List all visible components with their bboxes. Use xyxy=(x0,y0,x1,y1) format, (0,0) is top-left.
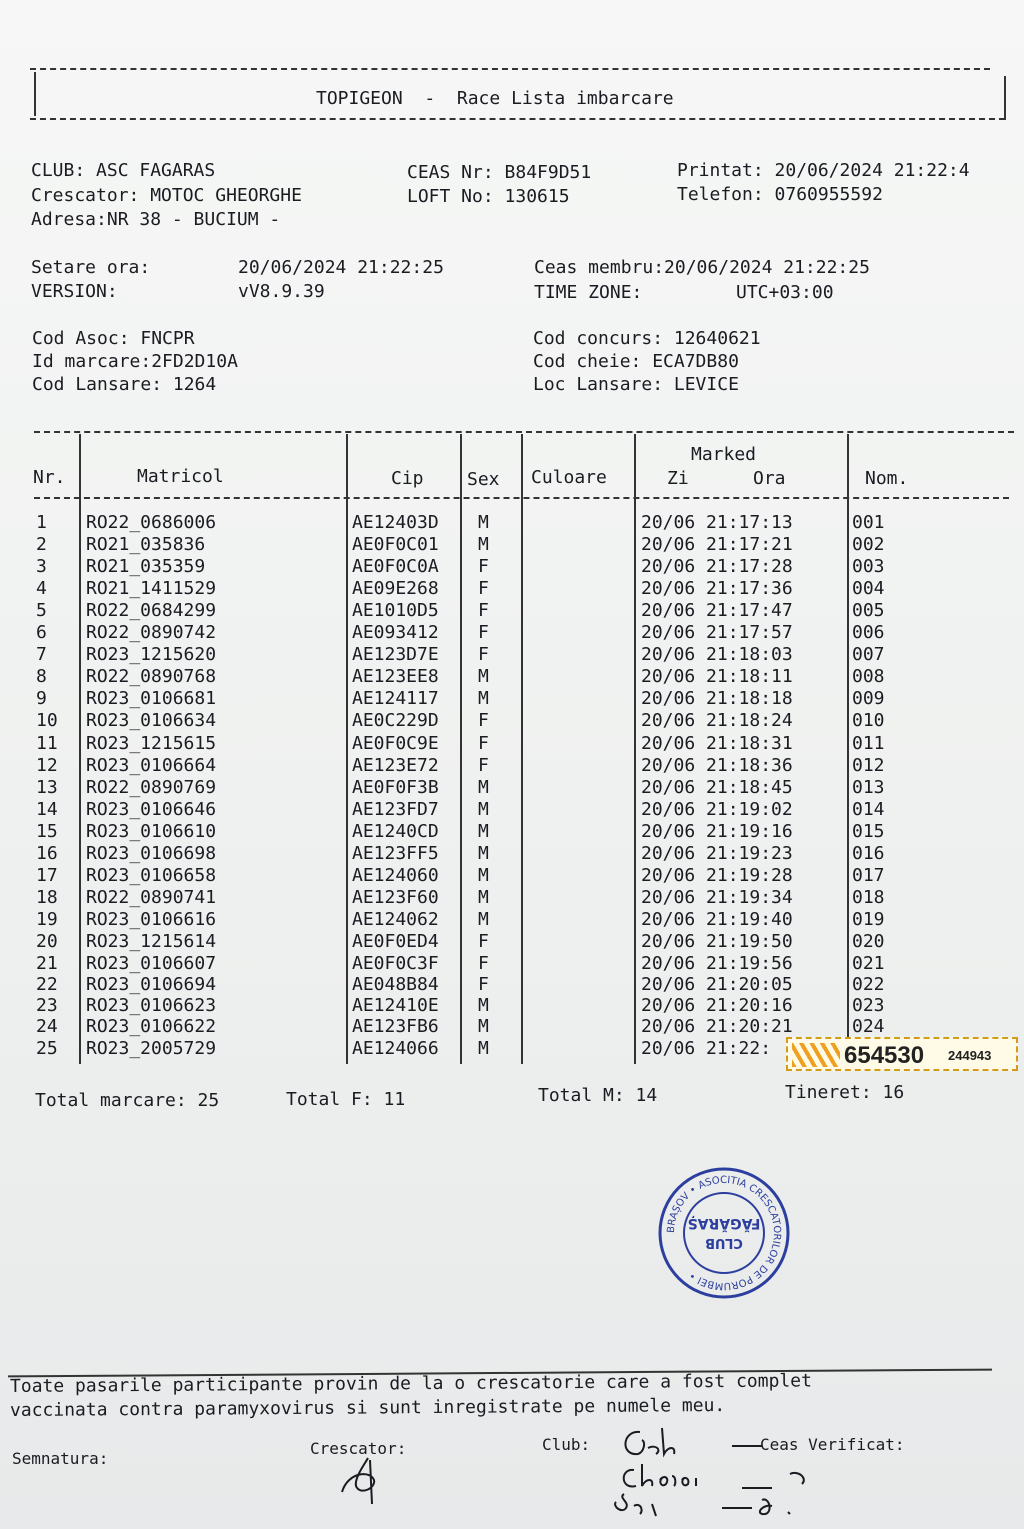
cell-nr: 16 xyxy=(36,842,58,864)
cell-nr: 6 xyxy=(36,622,47,644)
cell-matricol: RO22_0684299 xyxy=(86,600,217,622)
ceas-verificat-label: Ceas Verificat: xyxy=(760,1435,905,1454)
cell-sex: F xyxy=(478,953,489,974)
declaration-line-1: Toate pasarile participante provin de la o crescatorie care a fost complet xyxy=(9,1370,812,1397)
cell-marked: 20/06 21:19:16 xyxy=(641,820,793,842)
cell-marked: 20/06 21:20:21 xyxy=(641,1016,793,1038)
cell-matricol: RO23_0106607 xyxy=(86,953,217,974)
cell-matricol: RO23_0106664 xyxy=(86,754,217,776)
tineret: Tineret: 16 xyxy=(785,1082,905,1103)
total-marcare: Total marcare: 25 xyxy=(35,1090,220,1111)
cell-nr: 13 xyxy=(36,776,58,798)
crescator-signature xyxy=(330,1452,400,1512)
cell-matricol: RO23_0106698 xyxy=(86,842,217,864)
cell-nr: 19 xyxy=(36,908,58,930)
cell-marked: 20/06 21:18:45 xyxy=(641,776,793,798)
cell-marked: 20/06 21:19:56 xyxy=(641,953,793,974)
cell-matricol: RO21_035836 xyxy=(86,534,206,556)
ticket-sticker xyxy=(786,1037,1018,1071)
cell-nr: 18 xyxy=(36,886,58,908)
cell-cip: AE0F0C0A xyxy=(352,556,439,578)
col-header-culoare: Culoare xyxy=(531,467,607,488)
cell-nom: 011 xyxy=(852,732,885,754)
cell-marked: 20/06 21:17:28 xyxy=(641,556,793,578)
cell-sex: M xyxy=(478,886,489,908)
cell-nom: 012 xyxy=(852,754,885,776)
cell-cip: AE0F0C3F xyxy=(352,953,439,974)
cell-marked: 20/06 21:20:05 xyxy=(641,974,793,996)
stamp-inner-ring xyxy=(684,1193,764,1273)
cell-cip: AE12410E xyxy=(352,995,439,1017)
cell-matricol: RO23_1215614 xyxy=(86,930,217,952)
cell-sex: F xyxy=(478,556,489,578)
cell-sex: F xyxy=(478,600,489,622)
cell-matricol: RO23_0106658 xyxy=(86,864,217,886)
cell-sex: M xyxy=(478,798,489,820)
cell-nom: 020 xyxy=(852,930,885,952)
time-zone-label: TIME ZONE: xyxy=(534,282,643,303)
cell-matricol: RO23_0106694 xyxy=(86,974,217,996)
col-sep-5 xyxy=(634,434,636,1064)
cell-sex: F xyxy=(478,754,489,776)
cell-matricol: RO22_0890742 xyxy=(86,622,217,644)
cell-nom: 022 xyxy=(852,974,885,996)
cell-matricol: RO22_0686006 xyxy=(86,512,217,533)
adresa-line: Adresa:NR 38 - BUCIUM - xyxy=(31,209,281,230)
cell-sex: M xyxy=(478,534,489,556)
cell-matricol: RO23_1215620 xyxy=(86,644,217,666)
cell-sex: F xyxy=(478,622,489,644)
title-border-top xyxy=(30,68,990,70)
cell-cip: AE048B84 xyxy=(352,974,439,996)
cell-nom: 007 xyxy=(852,644,885,666)
col-sep-4 xyxy=(521,434,523,1064)
cell-sex: M xyxy=(478,820,489,842)
cell-cip: AE0F0ED4 xyxy=(352,930,439,952)
ticket-stripes xyxy=(792,1043,840,1067)
cell-cip: AE123F60 xyxy=(352,886,439,908)
cell-matricol: RO21_035359 xyxy=(86,556,206,578)
cell-cip: AE09E268 xyxy=(352,578,439,600)
cell-nr: 24 xyxy=(36,1016,58,1038)
cell-nr: 23 xyxy=(36,995,58,1017)
total-f: Total F: 11 xyxy=(286,1089,406,1110)
cell-marked: 20/06 21:18:18 xyxy=(641,688,793,710)
cell-cip: AE124066 xyxy=(352,1037,439,1059)
cell-nr: 21 xyxy=(36,953,58,974)
cell-nr: 14 xyxy=(36,798,58,820)
cell-nom: 009 xyxy=(852,688,885,710)
cell-sex: F xyxy=(478,710,489,732)
cell-cip: AE1010D5 xyxy=(352,600,439,622)
crescator-line: Crescator: MOTOC GHEORGHE xyxy=(31,185,302,206)
cell-sex: M xyxy=(478,995,489,1017)
cell-nom: 013 xyxy=(852,776,885,798)
cell-cip: AE123FD7 xyxy=(352,798,439,820)
cell-nom: 024 xyxy=(852,1016,885,1038)
cell-matricol: RO23_1215615 xyxy=(86,732,217,754)
semnatura-label: Semnatura: xyxy=(12,1449,109,1468)
cell-cip: AE093412 xyxy=(352,622,439,644)
cell-cip: AE0C229D xyxy=(352,710,439,732)
cell-nr: 25 xyxy=(36,1037,58,1059)
cell-marked: 20/06 21:18:11 xyxy=(641,666,793,688)
cell-sex: M xyxy=(478,776,489,798)
col-header-cip: Cip xyxy=(391,468,424,489)
time-zone-value: UTC+03:00 xyxy=(736,282,834,303)
cell-nom: 019 xyxy=(852,908,885,930)
club-stamp xyxy=(656,1165,792,1301)
cod-cheie-line: Cod cheie: ECA7DB80 xyxy=(533,351,739,372)
cell-marked: 20/06 21:18:24 xyxy=(641,710,793,732)
cell-nom: 005 xyxy=(852,600,885,622)
col-header-nom: Nom. xyxy=(865,468,909,489)
cell-cip: AE123EE8 xyxy=(352,666,439,688)
cell-matricol: RO23_0106623 xyxy=(86,995,217,1017)
cell-nom: 008 xyxy=(852,666,885,688)
cell-sex: M xyxy=(478,1016,489,1038)
cell-nr: 15 xyxy=(36,820,58,842)
cell-cip: AE123E72 xyxy=(352,754,439,776)
cell-sex: M xyxy=(478,1037,489,1059)
cell-cip: AE0F0C01 xyxy=(352,534,439,556)
col-header-zi: Zi xyxy=(667,468,689,489)
cell-nr: 8 xyxy=(36,666,47,688)
version-value: vV8.9.39 xyxy=(238,281,325,302)
cell-marked: 20/06 21:19:40 xyxy=(641,908,793,930)
cell-marked: 20/06 21:19:23 xyxy=(641,842,793,864)
cell-marked: 20/06 21:22: xyxy=(641,1037,772,1059)
cell-nom: 014 xyxy=(852,798,885,820)
stamp-ring-text: BRAȘOV • ASOCITIA CRESCATORILOR DE PORUMBEI • xyxy=(665,1174,783,1292)
col-header-matricol: Matricol xyxy=(137,466,224,487)
cell-nom: 017 xyxy=(852,864,885,886)
cell-marked: 20/06 21:17:47 xyxy=(641,600,793,622)
cell-nom: 018 xyxy=(852,886,885,908)
cell-nr: 4 xyxy=(36,578,47,600)
cell-nr: 17 xyxy=(36,864,58,886)
cod-lansare-line: Cod Lansare: 1264 xyxy=(32,374,217,395)
ceas-nr-line: CEAS Nr: B84F9D51 xyxy=(407,162,592,183)
telefon-line: Telefon: 0760955592 xyxy=(677,184,883,205)
cell-sex: M xyxy=(478,666,489,688)
cell-nr: 11 xyxy=(36,732,58,754)
cell-matricol: RO22_0890768 xyxy=(86,666,217,688)
cell-nr: 7 xyxy=(36,644,47,666)
col-header-nr: Nr. xyxy=(33,467,66,488)
cell-matricol: RO23_0106634 xyxy=(86,710,217,732)
cell-cip: AE123D7E xyxy=(352,644,439,666)
cell-sex: F xyxy=(478,644,489,666)
stamp-outer-ring xyxy=(660,1169,788,1297)
cell-marked: 20/06 21:17:36 xyxy=(641,578,793,600)
cell-nr: 2 xyxy=(36,534,47,556)
cell-cip: AE0F0C9E xyxy=(352,732,439,754)
cell-marked: 20/06 21:19:34 xyxy=(641,886,793,908)
cell-cip: AE0F0F3B xyxy=(352,776,439,798)
id-marcare-line: Id marcare:2FD2D10A xyxy=(32,351,238,372)
cell-cip: AE124060 xyxy=(352,864,439,886)
cell-nom: 003 xyxy=(852,556,885,578)
cell-nom: 010 xyxy=(852,710,885,732)
setare-value: 20/06/2024 21:22:25 xyxy=(238,257,444,278)
col-header-ora: Ora xyxy=(753,468,786,489)
document-title: TOPIGEON - Race Lista imbarcare xyxy=(316,88,674,109)
cell-nr: 5 xyxy=(36,600,47,622)
cell-matricol: RO23_2005729 xyxy=(86,1037,217,1059)
stamp-text-fagaras: FĂGĂRAȘ xyxy=(687,1215,761,1231)
cell-nr: 3 xyxy=(36,556,47,578)
col-sep-1 xyxy=(79,434,81,1064)
cell-sex: F xyxy=(478,930,489,952)
cell-sex: F xyxy=(478,578,489,600)
table-border-top xyxy=(34,431,1014,433)
title-border-right xyxy=(1004,76,1006,120)
declaration-line-2: vaccinata contra paramyxovirus si sunt inregistrate pe numele meu. xyxy=(9,1395,726,1421)
cell-marked: 20/06 21:18:31 xyxy=(641,732,793,754)
cell-matricol: RO23_0106681 xyxy=(86,688,217,710)
club-signatures xyxy=(612,1420,872,1525)
cell-matricol: RO21_1411529 xyxy=(86,578,217,600)
cell-cip: AE123FF5 xyxy=(352,842,439,864)
cell-marked: 20/06 21:17:21 xyxy=(641,534,793,556)
printat-line: Printat: 20/06/2024 21:22:4 xyxy=(677,160,970,181)
total-m: Total M: 14 xyxy=(538,1085,658,1106)
cell-sex: M xyxy=(478,864,489,886)
cell-nr: 10 xyxy=(36,710,58,732)
cell-nr: 1 xyxy=(36,512,47,533)
col-header-marked: Marked xyxy=(691,444,757,465)
cell-nom: 004 xyxy=(852,578,885,600)
cell-marked: 20/06 21:17:13 xyxy=(641,512,793,533)
cod-concurs-line: Cod concurs: 12640621 xyxy=(533,328,761,349)
cell-marked: 20/06 21:18:36 xyxy=(641,754,793,776)
cell-sex: F xyxy=(478,732,489,754)
cell-marked: 20/06 21:18:03 xyxy=(641,644,793,666)
cell-cip: AE123FB6 xyxy=(352,1016,439,1038)
cell-marked: 20/06 21:19:50 xyxy=(641,930,793,952)
cell-cip: AE124062 xyxy=(352,908,439,930)
cell-matricol: RO22_0890769 xyxy=(86,776,217,798)
cell-nr: 20 xyxy=(36,930,58,952)
col-header-sex: Sex xyxy=(467,469,500,490)
cell-nr: 22 xyxy=(36,974,58,996)
cell-cip: AE12403D xyxy=(352,512,439,533)
cell-nr: 9 xyxy=(36,688,47,710)
title-border-bottom xyxy=(30,118,1005,120)
cell-marked: 20/06 21:19:02 xyxy=(641,798,793,820)
cell-marked: 20/06 21:19:28 xyxy=(641,864,793,886)
cell-marked: 20/06 21:20:16 xyxy=(641,995,793,1017)
cell-matricol: RO23_0106622 xyxy=(86,1016,217,1038)
club-line: CLUB: ASC FAGARAS xyxy=(31,160,216,181)
cell-nr: 12 xyxy=(36,754,58,776)
cell-nom: 001 xyxy=(852,512,885,533)
version-label: VERSION: xyxy=(31,281,118,302)
crescator-label: Crescator: xyxy=(310,1439,407,1458)
stamp-text-club: CLUB xyxy=(705,1235,743,1250)
club-label: Club: xyxy=(542,1435,591,1454)
col-sep-3 xyxy=(460,434,462,1064)
loft-no-line: LOFT No: 130615 xyxy=(407,186,570,207)
cell-nom: 002 xyxy=(852,534,885,556)
cell-marked: 20/06 21:17:57 xyxy=(641,622,793,644)
cell-nom: 023 xyxy=(852,995,885,1017)
cell-cip: AE124117 xyxy=(352,688,439,710)
cell-sex: F xyxy=(478,974,489,996)
ceas-membru-line: Ceas membru:20/06/2024 21:22:25 xyxy=(534,257,870,278)
cell-matricol: RO23_0106646 xyxy=(86,798,217,820)
col-sep-6 xyxy=(847,434,849,1038)
cell-matricol: RO22_0890741 xyxy=(86,886,217,908)
cod-asoc-line: Cod Asoc: FNCPR xyxy=(32,328,195,349)
cell-sex: M xyxy=(478,688,489,710)
cell-nom: 015 xyxy=(852,820,885,842)
col-sep-2 xyxy=(346,434,348,1064)
ticket-small-number: 244943 xyxy=(948,1048,992,1063)
cell-nom: 016 xyxy=(852,842,885,864)
cell-matricol: RO23_0106616 xyxy=(86,908,217,930)
cell-nom: 021 xyxy=(852,953,885,974)
cell-sex: M xyxy=(478,842,489,864)
cell-sex: M xyxy=(478,908,489,930)
ticket-number: 654530 xyxy=(844,1042,925,1069)
loc-lansare-line: Loc Lansare: LEVICE xyxy=(533,374,739,395)
cell-sex: M xyxy=(478,512,489,533)
cell-matricol: RO23_0106610 xyxy=(86,820,217,842)
cell-nom: 006 xyxy=(852,622,885,644)
title-border-left xyxy=(34,72,36,116)
setare-label: Setare ora: xyxy=(31,257,151,278)
cell-cip: AE1240CD xyxy=(352,820,439,842)
